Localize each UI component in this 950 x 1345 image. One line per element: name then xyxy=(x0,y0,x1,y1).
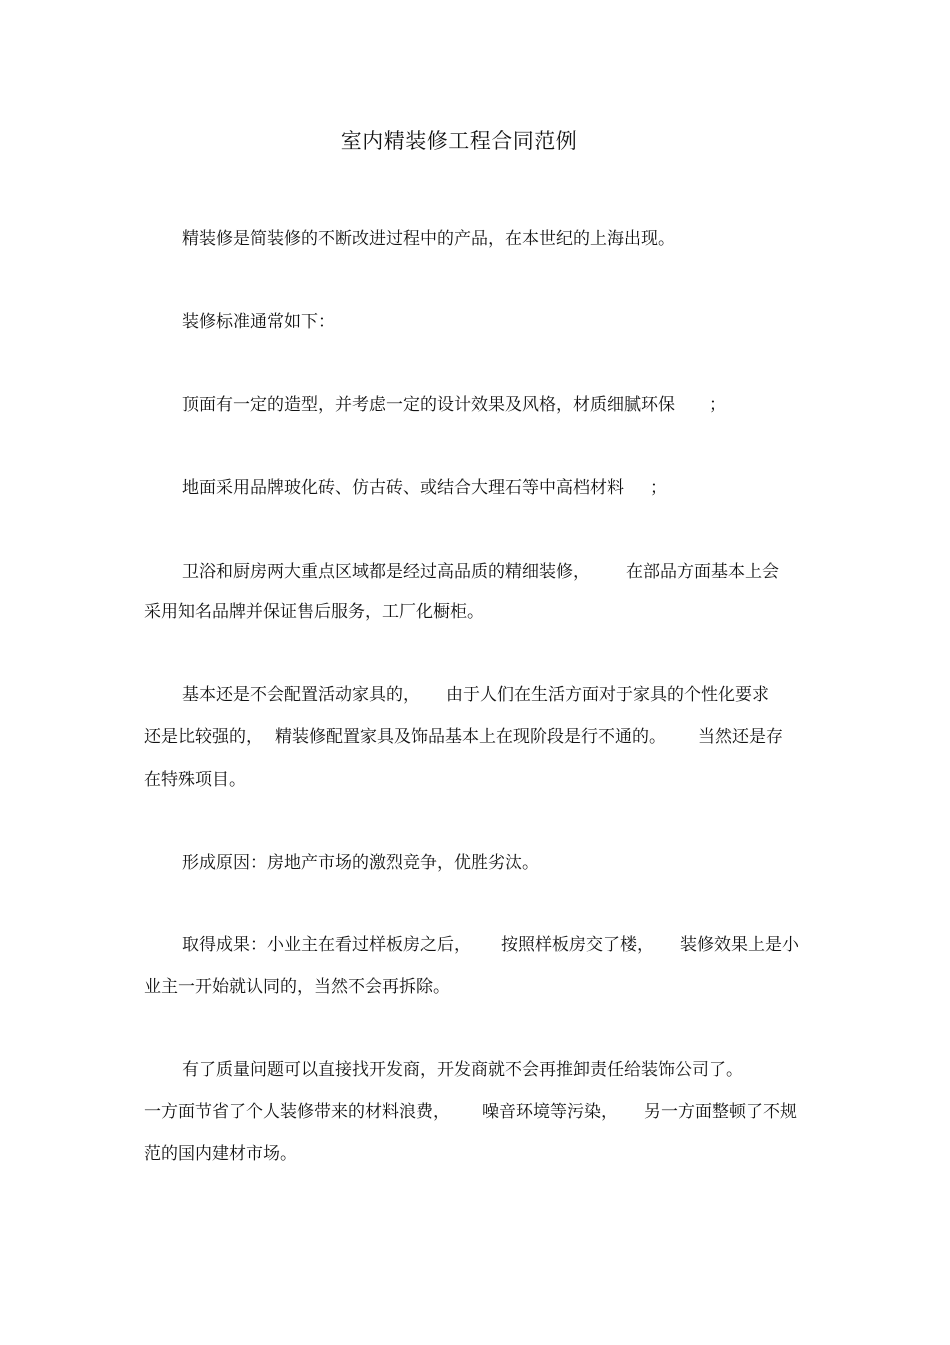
text-segment: 另一方面整顿了不规 xyxy=(644,1102,797,1122)
text-segment: 一方面节省了个人装修带来的材料浪费， xyxy=(144,1102,450,1122)
paragraph-result-line-2: 业主一开始就认同的，当然不会再拆除。 xyxy=(144,977,450,997)
text-segment: 当然还是存 xyxy=(698,727,783,747)
text-segment: 卫浴和厨房两大重点区域都是经过高品质的精细装修， xyxy=(182,562,590,582)
text-segment: 顶面有一定的造型，并考虑一定的设计效果及风格，材质细腻环保 xyxy=(182,395,675,415)
text-segment: 装修效果上是小 xyxy=(680,935,799,955)
text-segment: 取得成果：小业主在看过样板房之后， xyxy=(182,935,471,955)
paragraph-furniture-line-3: 在特殊项目。 xyxy=(144,770,246,790)
text-segment: 精装修配置家具及饰品基本上在现阶段是行不通的。 xyxy=(275,727,666,747)
paragraph-bathroom-kitchen-line-2: 采用知名品牌并保证售后服务，工厂化橱柜。 xyxy=(144,602,484,622)
paragraph-furniture-line-2 xyxy=(144,720,783,754)
paragraph-ceiling xyxy=(182,388,726,422)
paragraph-bathroom-kitchen-line-1 xyxy=(182,555,779,589)
text-segment: 地面采用品牌玻化砖、仿古砖、或结合大理石等中高档材料 xyxy=(182,478,624,498)
text-segment: 在部品方面基本上会 xyxy=(626,562,779,582)
paragraph-cause: 形成原因：房地产市场的激烈竞争，优胜劣汰。 xyxy=(182,853,539,873)
paragraph-result-line-1 xyxy=(182,928,799,962)
text-segment: 还是比较强的， xyxy=(144,727,263,747)
paragraph-quality-line-3: 范的国内建材市场。 xyxy=(144,1144,297,1164)
paragraph-quality-line-2 xyxy=(144,1095,797,1129)
paragraph-quality-line-1: 有了质量问题可以直接找开发商，开发商就不会再推卸责任给装饰公司了。 xyxy=(182,1060,743,1080)
text-segment: 噪音环境等污染， xyxy=(482,1102,618,1122)
text-segment: ； xyxy=(650,478,667,498)
text-segment: ； xyxy=(709,395,726,415)
text-segment: 基本还是不会配置活动家具的， xyxy=(182,685,420,705)
paragraph-floor xyxy=(182,471,667,505)
paragraph-intro: 精装修是简装修的不断改进过程中的产品，在本世纪的上海出现。 xyxy=(182,229,675,249)
paragraph-standards-heading: 装修标准通常如下： xyxy=(182,312,335,332)
document-title: 室内精装修工程合同范例 xyxy=(340,129,578,153)
text-segment: 由于人们在生活方面对于家具的个性化要求 xyxy=(446,685,769,705)
text-segment: 按照样板房交了楼， xyxy=(501,935,654,955)
paragraph-furniture-line-1 xyxy=(182,678,769,712)
